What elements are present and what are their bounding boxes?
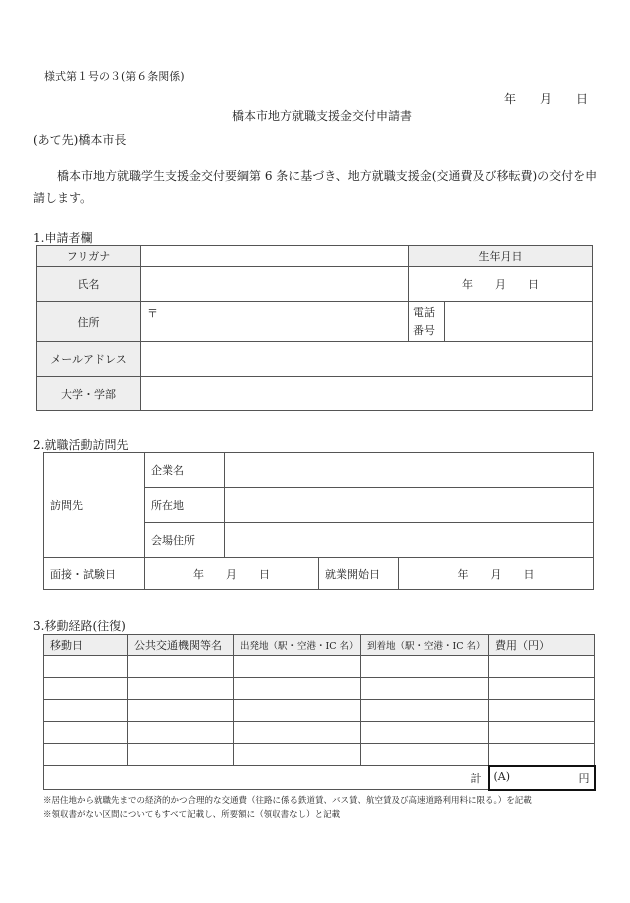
route-cell[interactable]: [234, 722, 361, 744]
route-cell[interactable]: [128, 700, 234, 722]
date-line: 年 月 日: [504, 92, 589, 106]
route-cell[interactable]: [128, 678, 234, 700]
route-table: [43, 634, 596, 791]
interview-date-field[interactable]: 年 月 日: [145, 558, 319, 590]
venue-field[interactable]: [225, 523, 594, 558]
table-row: [44, 744, 595, 766]
note-1: ※居住地から就職先までの経済的かつ合理的な交通費（往路に係る鉄道賃、バス賃、航空賃及び高速道路利用料に限る。）を記載: [43, 796, 532, 806]
route-cell[interactable]: [128, 722, 234, 744]
header-transport: 公共交通機関等名: [128, 635, 234, 656]
interview-label: 面接・試験日: [44, 558, 145, 590]
start-label: 就業開始日: [319, 558, 399, 590]
applicant-table: [36, 245, 593, 411]
route-cell[interactable]: [44, 744, 128, 766]
intro-line-1: 橋本市地方就職学生支援金交付要綱第 6 条に基づき、地方就職支援金(交通費及び移転費)の交付を申: [57, 169, 598, 183]
route-cell[interactable]: [44, 722, 128, 744]
form-title: 橋本市地方就職支援金交付申請書: [232, 109, 413, 123]
location-field[interactable]: [225, 488, 594, 523]
total-field[interactable]: [489, 766, 595, 790]
birthdate-field[interactable]: 年 月 日: [409, 267, 593, 302]
route-cell[interactable]: [234, 656, 361, 678]
intro-line-2: 請します。: [33, 191, 93, 205]
route-cell[interactable]: [489, 722, 595, 744]
university-label: 大学・学部: [37, 377, 141, 411]
section1-title: 1.申請者欄: [33, 231, 93, 245]
total-prefix: (A): [493, 769, 511, 783]
route-cell[interactable]: [361, 722, 489, 744]
email-label: メールアドレス: [37, 342, 141, 377]
start-date-field[interactable]: 年 月 日: [399, 558, 594, 590]
route-cell[interactable]: [361, 678, 489, 700]
birthdate-label: 生年月日: [409, 246, 593, 267]
route-cell[interactable]: [234, 700, 361, 722]
table-row: [44, 656, 595, 678]
route-cell[interactable]: [128, 656, 234, 678]
header-arrival: 到着地（駅・空港・IC 名）: [361, 635, 489, 656]
location-label: 所在地: [145, 488, 225, 523]
furigana-label: フリガナ: [37, 246, 141, 267]
venue-label: 会場住所: [145, 523, 225, 558]
route-cell[interactable]: [44, 678, 128, 700]
address-label: 住所: [37, 302, 141, 342]
route-cell[interactable]: [361, 656, 489, 678]
route-cell[interactable]: [361, 744, 489, 766]
route-cell[interactable]: [489, 678, 595, 700]
route-cell[interactable]: [489, 700, 595, 722]
route-cell[interactable]: [234, 678, 361, 700]
table-row: [44, 700, 595, 722]
phone-field[interactable]: [445, 302, 593, 342]
table-row: [44, 678, 595, 700]
header-departure: 出発地（駅・空港・IC 名）: [234, 635, 361, 656]
visit-table: [43, 452, 594, 590]
phone-label-line1: 電話: [413, 305, 435, 319]
university-field[interactable]: [141, 377, 593, 411]
route-cell[interactable]: [489, 744, 595, 766]
section2-title: 2.就職活動訪問先: [33, 438, 129, 452]
email-field[interactable]: [141, 342, 593, 377]
furigana-field[interactable]: [141, 246, 409, 267]
form-number: 様式第１号の３(第６条関係): [44, 70, 185, 83]
name-field[interactable]: [141, 267, 409, 302]
header-cost: 費用（円）: [489, 635, 595, 656]
total-unit: 円: [578, 771, 590, 785]
name-label: 氏名: [37, 267, 141, 302]
header-date: 移動日: [44, 635, 128, 656]
company-label: 企業名: [145, 453, 225, 488]
route-cell[interactable]: [128, 744, 234, 766]
visit-label: 訪問先: [44, 453, 145, 558]
route-cell[interactable]: [489, 656, 595, 678]
route-cell[interactable]: [44, 656, 128, 678]
company-field[interactable]: [225, 453, 594, 488]
phone-label-line2: 番号: [413, 323, 435, 337]
note-2: ※領収書がない区間についてもすべて記載し、所要額に（領収書なし）と記載: [43, 810, 341, 820]
phone-label: [409, 302, 445, 342]
table-row: [44, 722, 595, 744]
route-cell[interactable]: [234, 744, 361, 766]
route-cell[interactable]: [361, 700, 489, 722]
address-field[interactable]: 〒: [141, 302, 409, 342]
route-cell[interactable]: [44, 700, 128, 722]
addressee: (あて先)橋本市長: [33, 133, 127, 147]
section3-title: 3.移動経路(往復): [33, 619, 126, 633]
total-label: 計: [44, 766, 489, 790]
